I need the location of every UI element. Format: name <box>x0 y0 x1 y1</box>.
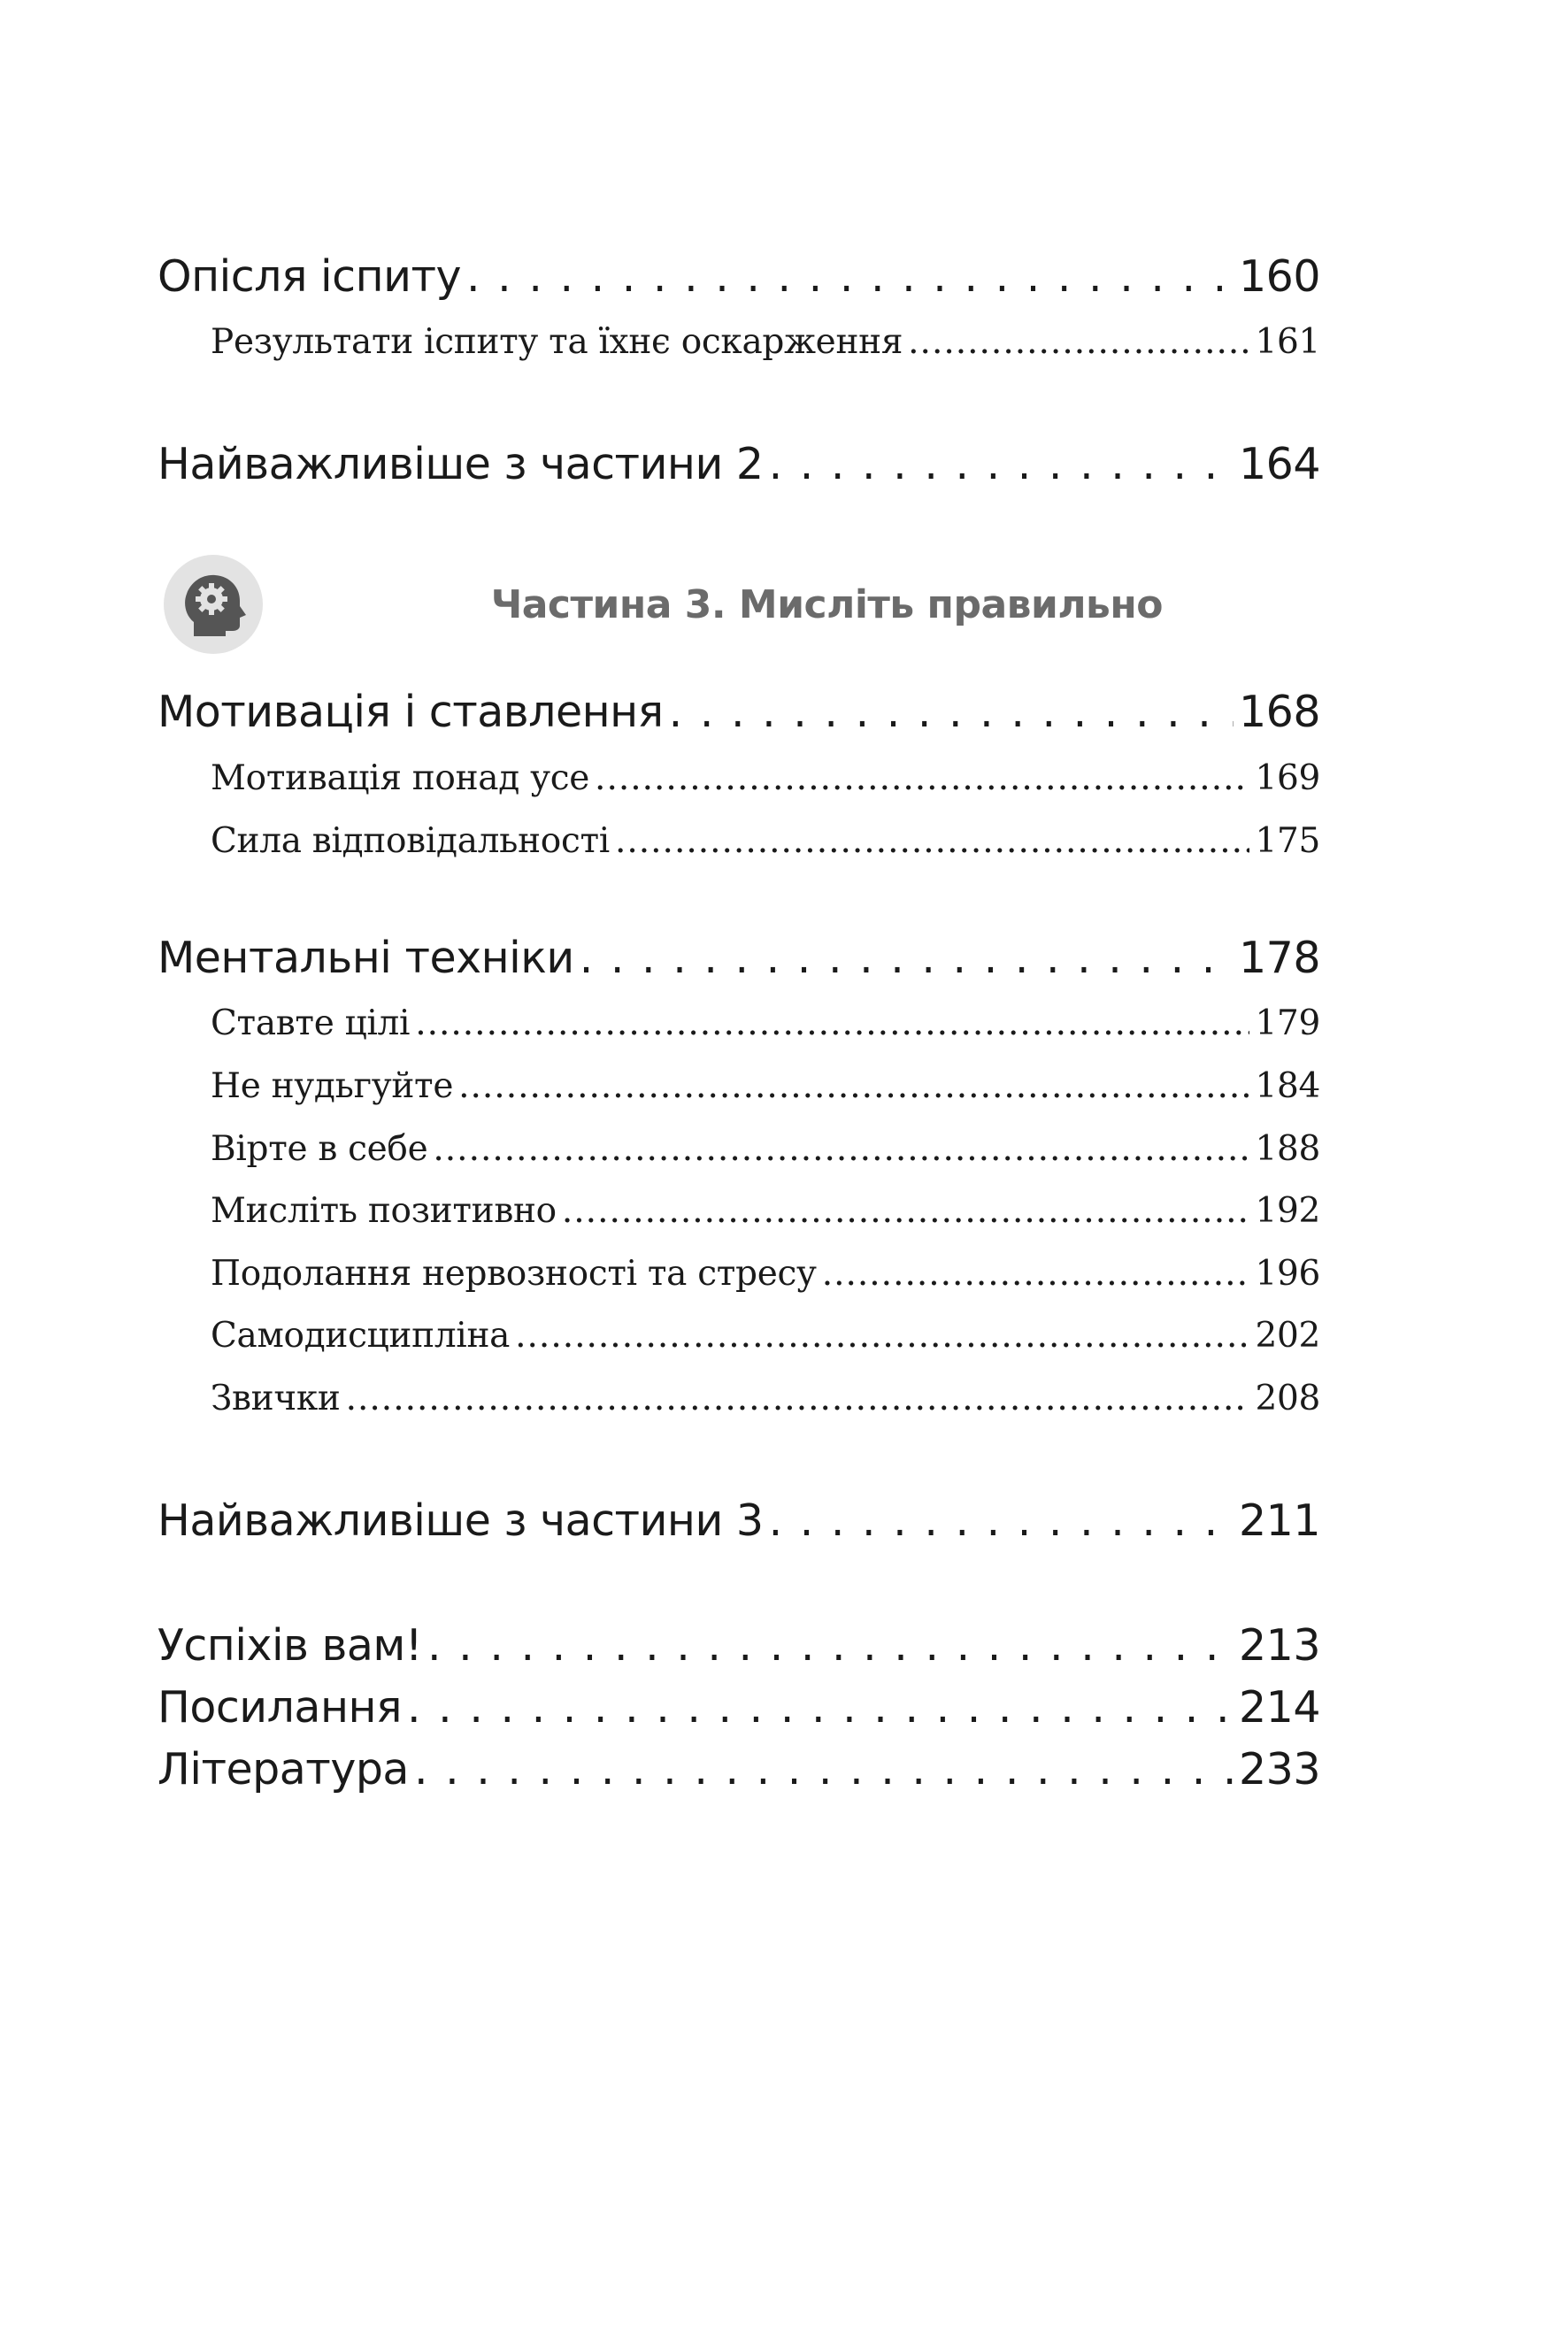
dot-leader <box>769 439 1234 489</box>
toc-entry-references[interactable] <box>158 1682 1320 1733</box>
dot-leader <box>433 1129 1249 1169</box>
toc-entry-believe-in-yourself[interactable] <box>211 1129 1320 1169</box>
part-title: Частина 3. Мисліть правильно <box>490 581 1163 627</box>
dot-leader <box>769 1495 1234 1546</box>
toc-entry-label: Опісля іспиту <box>158 251 462 302</box>
toc-entry-label: Успіхів вам! <box>158 1620 423 1671</box>
toc-entry-page: 164 <box>1238 439 1320 489</box>
toc-entry-motivation-above-all[interactable] <box>211 758 1320 798</box>
dot-leader <box>346 1379 1250 1418</box>
toc-entry-label: Мисліть позитивно <box>211 1191 557 1231</box>
toc-entry-page: 160 <box>1238 251 1320 302</box>
head-with-gear-icon <box>164 555 263 654</box>
dot-leader <box>415 1003 1249 1043</box>
toc-entry-label: Звички <box>211 1379 341 1418</box>
toc-entry-page: 202 <box>1255 1316 1320 1356</box>
dot-leader <box>615 821 1250 861</box>
toc-entry-label: Мотивація і ставлення <box>158 687 664 737</box>
toc-entry-page: 178 <box>1238 933 1320 983</box>
toc-entry-label: Вірте в себе <box>211 1129 428 1169</box>
toc-entry-summary-part-2[interactable] <box>158 439 1320 489</box>
toc-entry-page: 179 <box>1255 1003 1320 1043</box>
toc-entry-page: 192 <box>1255 1191 1320 1231</box>
toc-entry-self-discipline[interactable] <box>211 1316 1320 1356</box>
toc-entry-think-positive[interactable] <box>211 1191 1320 1231</box>
toc-entry-mental-techniques[interactable] <box>158 933 1320 983</box>
toc-entry-set-goals[interactable] <box>211 1003 1320 1043</box>
toc-entry-good-luck[interactable] <box>158 1620 1320 1671</box>
toc-entry-dont-be-bored[interactable] <box>211 1066 1320 1106</box>
toc-entry-summary-part-3[interactable] <box>158 1495 1320 1546</box>
toc-entry-label: Найважливіше з частини 2 <box>158 439 764 489</box>
dot-leader <box>669 687 1234 737</box>
toc-entry-power-of-responsibility[interactable] <box>211 821 1320 861</box>
toc-entry-page: 233 <box>1238 1744 1320 1795</box>
dot-leader <box>822 1254 1250 1294</box>
toc-entry-page: 161 <box>1255 322 1320 362</box>
dot-leader <box>427 1620 1234 1671</box>
toc-entry-exam-results[interactable] <box>211 322 1320 362</box>
toc-entry-label: Результати іспиту та їхнє оскарження <box>211 322 903 362</box>
toc-entry-label: Сила відповідальності <box>211 821 610 861</box>
dot-leader <box>562 1191 1250 1231</box>
toc-entry-after-exam[interactable] <box>158 251 1320 302</box>
toc-entry-label: Подолання нервозності та стресу <box>211 1254 817 1294</box>
toc-entry-label: Література <box>158 1744 409 1795</box>
toc-entry-motivation-attitude[interactable] <box>158 687 1320 737</box>
toc-entry-label: Не нудьгуйте <box>211 1066 454 1106</box>
toc-entry-label: Самодисципліна <box>211 1316 511 1356</box>
dot-leader <box>908 322 1249 362</box>
toc-entry-page: 184 <box>1255 1066 1320 1106</box>
toc-entry-page: 169 <box>1255 758 1320 798</box>
dot-leader <box>580 933 1234 983</box>
toc-entry-page: 213 <box>1238 1620 1320 1671</box>
dot-leader <box>595 758 1249 798</box>
toc-entry-page: 208 <box>1255 1379 1320 1418</box>
dot-leader <box>458 1066 1249 1106</box>
dot-leader <box>414 1744 1234 1795</box>
toc-entry-label: Посилання <box>158 1682 403 1733</box>
part-3-heading <box>164 556 1163 653</box>
toc-entry-literature[interactable] <box>158 1744 1320 1795</box>
toc-entry-label: Ставте цілі <box>211 1003 411 1043</box>
dot-leader <box>515 1316 1249 1356</box>
toc-entry-page: 211 <box>1238 1495 1320 1546</box>
toc-entry-label: Ментальні техніки <box>158 933 574 983</box>
toc-entry-habits[interactable] <box>211 1379 1320 1418</box>
toc-entry-label: Найважливіше з частини 3 <box>158 1495 764 1546</box>
toc-entry-page: 196 <box>1255 1254 1320 1294</box>
dot-leader <box>466 251 1234 302</box>
toc-entry-page: 175 <box>1255 821 1320 861</box>
toc-entry-page: 188 <box>1255 1129 1320 1169</box>
dot-leader <box>407 1682 1234 1733</box>
toc-entry-page: 214 <box>1238 1682 1320 1733</box>
toc-entry-page: 168 <box>1238 687 1320 737</box>
toc-entry-label: Мотивація понад усе <box>211 758 590 798</box>
toc-entry-overcoming-stress[interactable] <box>211 1254 1320 1294</box>
